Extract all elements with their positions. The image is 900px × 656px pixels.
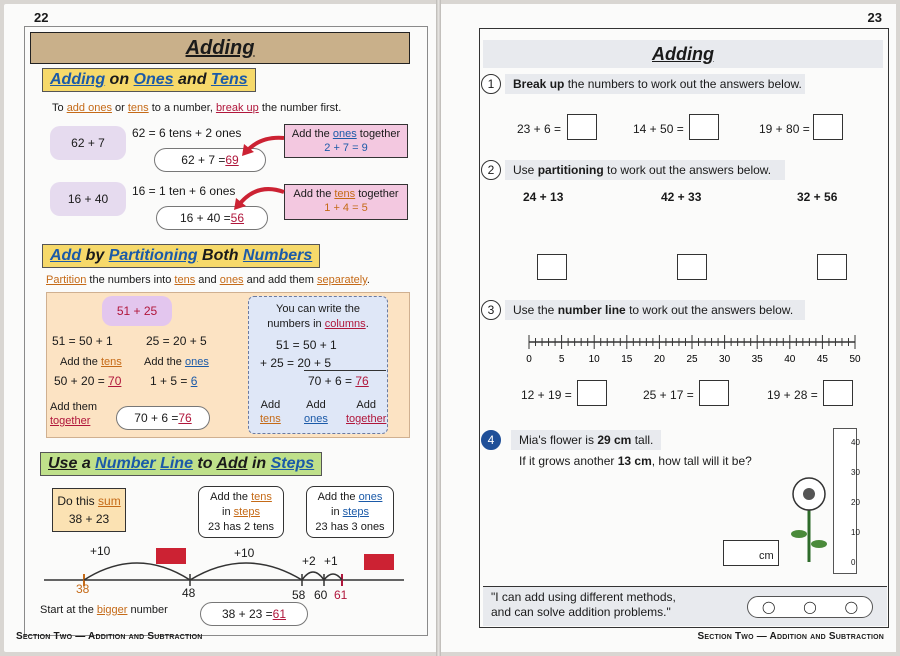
title-text: . — [365, 318, 369, 330]
callout-text: steps — [342, 506, 369, 518]
heading-word: Use — [48, 455, 78, 472]
answer-box[interactable] — [813, 114, 843, 140]
answer-box[interactable] — [817, 254, 847, 280]
problem-label: 24 + 13 — [523, 190, 564, 204]
problem-label: 42 + 33 — [661, 190, 702, 204]
split-text: 16 = 1 ten + 6 ones — [132, 184, 236, 198]
section-heading-ones-tens — [42, 68, 256, 92]
row-text: 70 + 6 = — [308, 374, 356, 388]
train-icon — [156, 548, 186, 564]
arrow-icon — [240, 132, 288, 158]
callout-text: ones — [360, 521, 385, 533]
callout-text: 3 — [351, 521, 358, 533]
label-text: ones — [184, 356, 209, 368]
split-text: 51 = 50 + 1 — [52, 334, 113, 348]
ruler-label: 10 — [851, 528, 860, 537]
heading-word: Line — [160, 455, 193, 472]
star-sum: 16 + 40 — [50, 182, 126, 216]
number-line-label: 30 — [719, 354, 731, 365]
heading-word: to — [197, 455, 213, 472]
label-add-ones — [144, 356, 209, 368]
heading-word: a — [81, 455, 91, 472]
label-text: Start at the — [40, 604, 94, 616]
result-cloud — [116, 406, 210, 430]
jump-arc — [84, 563, 190, 580]
callout-text: in — [331, 506, 340, 518]
label-text: tens — [260, 413, 281, 425]
question-text: Use — [513, 163, 535, 177]
sum-text: 1 + 5 = — [150, 374, 191, 388]
title-text: You can write the — [276, 303, 360, 315]
box-text: Do this — [57, 494, 95, 508]
problem-label: 12 + 19 = — [521, 388, 572, 402]
arrow-icon — [232, 184, 288, 212]
box-text: together — [358, 188, 399, 200]
intro-text: the number first. — [261, 102, 342, 114]
intro-text: the numbers into — [89, 274, 172, 286]
question-number: 1 — [481, 74, 501, 94]
ruler-label: 40 — [851, 438, 860, 447]
intro-ones-tens — [52, 102, 341, 114]
box-text: Add the — [293, 188, 332, 200]
page-footer: Section Two — Addition and Subtraction — [697, 631, 884, 642]
quote-line: "I can add using different methods, — [491, 590, 676, 604]
quote-line: and can solve addition problems." — [491, 605, 671, 619]
callout-text: 23 has — [207, 521, 241, 533]
thumbs-side-icon[interactable]: ◯ — [803, 600, 817, 614]
thumbs-up-icon[interactable]: ◯ — [761, 600, 776, 614]
jump-label: +10 — [90, 544, 111, 558]
col-add-ones — [304, 398, 328, 426]
heading-word: Ones — [133, 71, 174, 88]
problem-label: 19 + 80 = — [759, 122, 810, 136]
answer-box[interactable] — [677, 254, 707, 280]
column-row: + 25 = 20 + 5 — [260, 356, 332, 370]
page-title-bar — [30, 32, 410, 64]
heading-word: Numbers — [242, 247, 313, 264]
question-text: the numbers to work out the answers below. — [567, 77, 802, 91]
heading-word: Both — [202, 247, 239, 264]
box-text: together — [359, 128, 401, 140]
box-text: ones — [332, 128, 357, 140]
intro-text: and — [198, 274, 217, 286]
section-heading-number-line — [40, 452, 322, 476]
star-sum: 62 + 7 — [50, 126, 126, 160]
split-text: 25 = 20 + 5 — [146, 334, 207, 348]
label-text: together — [346, 413, 387, 425]
heading-word: Tens — [210, 71, 248, 88]
number-line-label: 20 — [653, 354, 665, 365]
answer-box[interactable] — [823, 380, 853, 406]
jump-arc — [324, 574, 342, 580]
add-tens-box — [284, 184, 408, 220]
col-add-tens — [260, 398, 281, 426]
page-title: Adding — [652, 43, 714, 64]
label-text: Add them — [50, 401, 98, 413]
heading-word: on — [109, 71, 130, 88]
result-answer: 76 — [178, 411, 192, 425]
col-add-together — [346, 398, 386, 426]
result-answer: 69 — [225, 153, 239, 167]
ones-sum — [150, 374, 197, 388]
bold-text: 13 cm — [617, 454, 652, 468]
tens-sum — [54, 374, 121, 388]
heading-word: Steps — [270, 455, 315, 472]
left-page — [4, 4, 436, 652]
question-number: 3 — [481, 300, 501, 320]
result-text: 62 + 7 = — [181, 153, 226, 167]
callout-text: ones — [358, 491, 383, 503]
right-page — [441, 4, 896, 652]
heading-word: Partitioning — [108, 247, 198, 264]
flower-icon — [787, 474, 831, 564]
heading-word: by — [85, 247, 105, 264]
callout-text: 2 — [244, 521, 251, 533]
question-text: to work out the answers below. — [607, 163, 772, 177]
ruler-label: 0 — [851, 558, 856, 567]
callout-text: 23 has — [315, 521, 349, 533]
columns-title — [260, 302, 376, 332]
value-38: 38 — [76, 582, 90, 596]
intro-text: or — [115, 102, 125, 114]
value-60: 60 — [314, 588, 328, 602]
label-text: Add — [260, 399, 281, 411]
label-add-tens — [60, 356, 122, 368]
jump-label: +2 — [302, 554, 316, 568]
result-answer: 56 — [230, 211, 245, 225]
problem-label: 14 + 50 = — [633, 122, 684, 136]
result-text: 70 + 6 = — [134, 411, 179, 425]
number-line-label: 5 — [558, 354, 565, 365]
intro-text: add ones — [66, 102, 112, 114]
question-4-line1 — [511, 430, 661, 450]
train-icon — [364, 554, 394, 570]
row-answer: 76 — [355, 374, 369, 388]
column-row: 51 = 50 + 1 — [276, 338, 337, 352]
number-line-label: 50 — [849, 354, 861, 365]
problem-label: 32 + 56 — [797, 190, 838, 204]
question-text: to work out the answers below. — [629, 303, 794, 317]
question-number: 2 — [481, 160, 501, 180]
result-answer: 61 — [272, 607, 287, 621]
self-assessment-scale — [747, 596, 873, 618]
callout-text: tens — [251, 491, 272, 503]
callout-text: Add the — [210, 491, 249, 503]
problem-label: 25 + 17 = — [643, 388, 694, 402]
box-text: Add the — [291, 128, 330, 140]
jump-label: +10 — [234, 546, 255, 560]
sum-answer: 6 — [190, 374, 198, 388]
column-rule — [304, 370, 386, 371]
jump-arc — [302, 572, 324, 580]
page-footer: Section Two — Addition and Subtraction — [16, 631, 203, 642]
number-line-label: 45 — [816, 354, 828, 365]
page-number: 23 — [867, 10, 882, 25]
intro-text: to a number, — [151, 102, 213, 114]
ruler-label: 20 — [851, 498, 860, 507]
heading-word: in — [251, 455, 267, 472]
result-text: 38 + 23 = — [221, 607, 273, 621]
problem-label: 23 + 6 = — [517, 122, 562, 136]
bold-text: 29 cm — [597, 433, 632, 447]
heading-word: Add — [50, 247, 82, 264]
add-ones-box — [284, 124, 408, 158]
question-text: tall. — [634, 433, 654, 447]
question-text: Use the — [513, 303, 555, 317]
thumbs-down-icon[interactable]: ◯ — [844, 600, 859, 614]
intro-text: Partition — [46, 274, 87, 286]
result-text: 16 + 40 = — [179, 211, 231, 225]
label-text: number — [130, 604, 168, 616]
value-58: 58 — [292, 588, 306, 602]
jump-arc — [190, 563, 302, 580]
intro-text: . — [366, 274, 370, 286]
callout-ones-steps — [306, 486, 394, 538]
answer-box[interactable] — [537, 254, 567, 280]
section-heading-partitioning — [42, 244, 320, 268]
question-number: 4 — [481, 430, 501, 450]
number-line-label: 40 — [784, 354, 796, 365]
question-2-text — [505, 160, 785, 180]
label-text: Add — [306, 399, 326, 411]
number-line-label: 15 — [621, 354, 633, 365]
intro-text: ones — [219, 274, 244, 286]
start-label — [40, 604, 168, 616]
answer-box[interactable] — [577, 380, 607, 406]
heading-word: and — [178, 71, 207, 88]
question-3-text — [505, 300, 805, 320]
label-text: Add the — [144, 356, 182, 368]
box-sum: 38 + 23 — [68, 512, 110, 526]
jump-label: +1 — [324, 554, 338, 568]
label-text: Add the — [60, 356, 98, 368]
bold-text: partitioning — [537, 163, 604, 177]
intro-partitioning — [46, 274, 370, 286]
label-text: bigger — [96, 604, 128, 616]
result-cloud — [200, 602, 308, 626]
question-text: , how tall will it be? — [651, 454, 752, 468]
callout-text: Add the — [317, 491, 356, 503]
star-sum: 51 + 25 — [102, 296, 172, 326]
do-this-sum-box — [52, 488, 126, 532]
number-line-label: 10 — [588, 354, 600, 365]
page-title: Adding — [185, 36, 255, 59]
page-title-bar — [483, 40, 883, 68]
question-text: If it grows another — [519, 454, 615, 468]
box-sum: 2 + 7 = 9 — [324, 142, 368, 154]
box-text: tens — [334, 188, 356, 200]
unit-label: cm — [759, 550, 774, 562]
title-text: numbers in — [267, 318, 322, 330]
answer-box[interactable] — [699, 380, 729, 406]
intro-text: tens — [174, 274, 196, 286]
box-sum: 1 + 4 = 5 — [324, 202, 368, 214]
number-line-0-50 — [521, 332, 861, 366]
label-text: tens — [100, 356, 122, 368]
column-row — [308, 374, 369, 388]
question-4-line2 — [519, 454, 752, 468]
label-text: together — [50, 415, 91, 427]
sum-text: 50 + 20 = — [54, 374, 109, 388]
learning-goal-text — [491, 590, 676, 620]
intro-text: separately — [316, 274, 367, 286]
problem-label: 19 + 28 = — [767, 388, 818, 402]
box-text: sum — [98, 494, 121, 508]
callout-text: in — [222, 506, 231, 518]
label-text: ones — [304, 413, 328, 425]
heading-word: Add — [216, 455, 248, 472]
callout-text: steps — [233, 506, 260, 518]
intro-text: and add them — [246, 274, 314, 286]
sum-answer: 70 — [108, 374, 122, 388]
title-text: columns — [324, 318, 366, 330]
heading-word: Number — [95, 455, 156, 472]
label-text: Add — [356, 399, 376, 411]
question-1-text — [505, 74, 805, 94]
value-61: 61 — [334, 588, 348, 602]
heading-word: Adding — [50, 71, 106, 88]
callout-text: tens — [253, 521, 275, 533]
answer-box[interactable] — [689, 114, 719, 140]
intro-text: tens — [127, 102, 149, 114]
number-line-label: 25 — [686, 354, 698, 365]
answer-box[interactable] — [567, 114, 597, 140]
bold-text: number line — [557, 303, 626, 317]
page-number: 22 — [34, 10, 49, 25]
value-48: 48 — [182, 586, 196, 600]
label-add-together — [50, 400, 97, 428]
intro-text: To — [52, 102, 64, 114]
bold-text: Break up — [513, 77, 565, 91]
callout-tens-steps — [198, 486, 284, 538]
question-text: Mia's flower is — [519, 433, 594, 447]
ruler-label: 30 — [851, 468, 860, 477]
split-text: 62 = 6 tens + 2 ones — [132, 126, 242, 140]
number-line-label: 35 — [751, 354, 763, 365]
intro-text: break up — [215, 102, 259, 114]
number-line-label: 0 — [526, 354, 532, 365]
